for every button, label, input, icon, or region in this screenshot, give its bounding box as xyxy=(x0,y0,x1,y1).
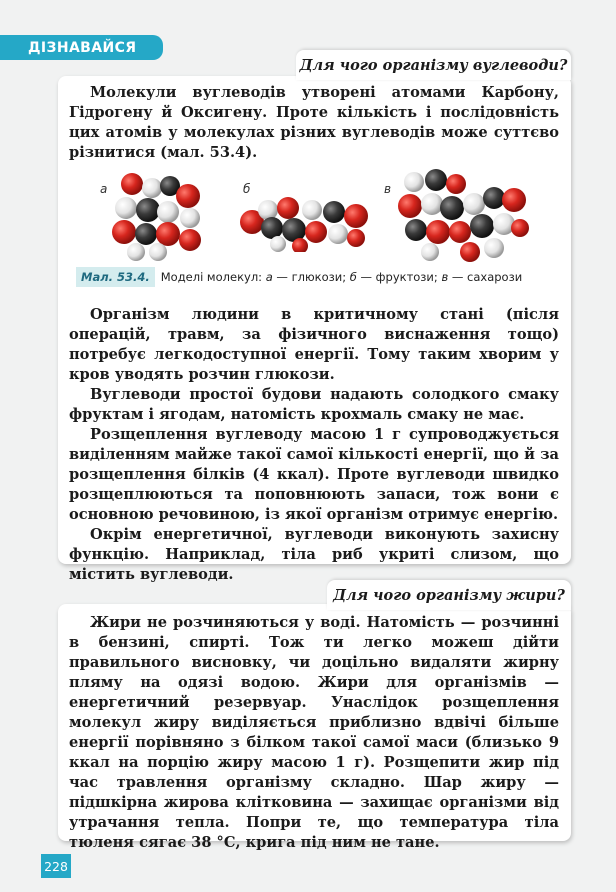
figure-caption xyxy=(76,267,522,287)
fats-paragraph: Жири не розчиняються у воді. Натомість — розчинні в бензині, спирті. Тож ти легко можеш дійти правильного висновку, чи доцільно видаляти жирну пляму на одязі водою. Жири для організмів — енергетичний резервуар. Унаслідок розщеплення молекул жиру виділяється приблизно вдвічі більше енергії порівняно з білком такої самої маси (близько 9 ккал на порцію жиру масою 1 г). Розщепити жир під час травлення організму складно. Шар жиру — підшкірна жирова клітковина — захищає організми від утрачання тепла. Попри те, що температура тіла тюленя сягає 38 °С, крига під ним не тане. xyxy=(69,614,559,851)
carbs-paragraph: Вуглеводи простої будови надають солодкого смаку фруктам і ягодам, натомість крохмаль смаку не має. xyxy=(69,386,559,423)
label-c: в xyxy=(384,182,392,196)
section-tag: ДІЗНАВАЙСЯ xyxy=(0,35,163,60)
sucrose-molecule-image xyxy=(396,168,531,263)
carbs-heading: Для чого організму вуглеводи? xyxy=(296,50,571,80)
fats-heading: Для чого організму жири? xyxy=(327,580,571,610)
carbs-paragraph: Окрім енергетичної, вуглеводи виконують захисну функцію. Наприклад, тіла риб укриті слизом, що містить вуглеводи. xyxy=(69,526,559,583)
carbs-body xyxy=(69,305,559,585)
caption-text: Моделі молекул: а — глюкози; б — фруктози; в — сахарози xyxy=(160,270,523,284)
page-number: 228 xyxy=(41,854,71,878)
label-a: а xyxy=(100,182,108,196)
glucose-molecule-image xyxy=(110,170,205,262)
caption-tag: Мал. 53.4. xyxy=(76,267,155,287)
carbs-paragraph: Розщеплення вуглеводу масою 1 г супроводжується виділенням майже такої самої кількості енергії, що й за розщеплення білків (4 ккал). Проте вуглеводи швидко розщеплюються та поповнюють запаси, тож вони є основною речовиною, із якої організм отримує енергію. xyxy=(69,426,559,523)
carbs-intro: Молекули вуглеводів утворені атомами Карбону, Гідрогену й Оксигену. Проте кількість і послідовність цих атомів у молекулах різних вуглеводів може суттєво різнитися (мал. 53.4). xyxy=(69,84,559,161)
fructose-molecule-image xyxy=(238,190,370,252)
carbs-paragraph: Організм людини в критичному стані (після операцій, травм, за фізичного виснаження тощо) потребує легкодоступної енергії. Тому таким хворим у кров уводять розчин глюкози. xyxy=(69,306,559,383)
label-b: б xyxy=(243,182,251,196)
